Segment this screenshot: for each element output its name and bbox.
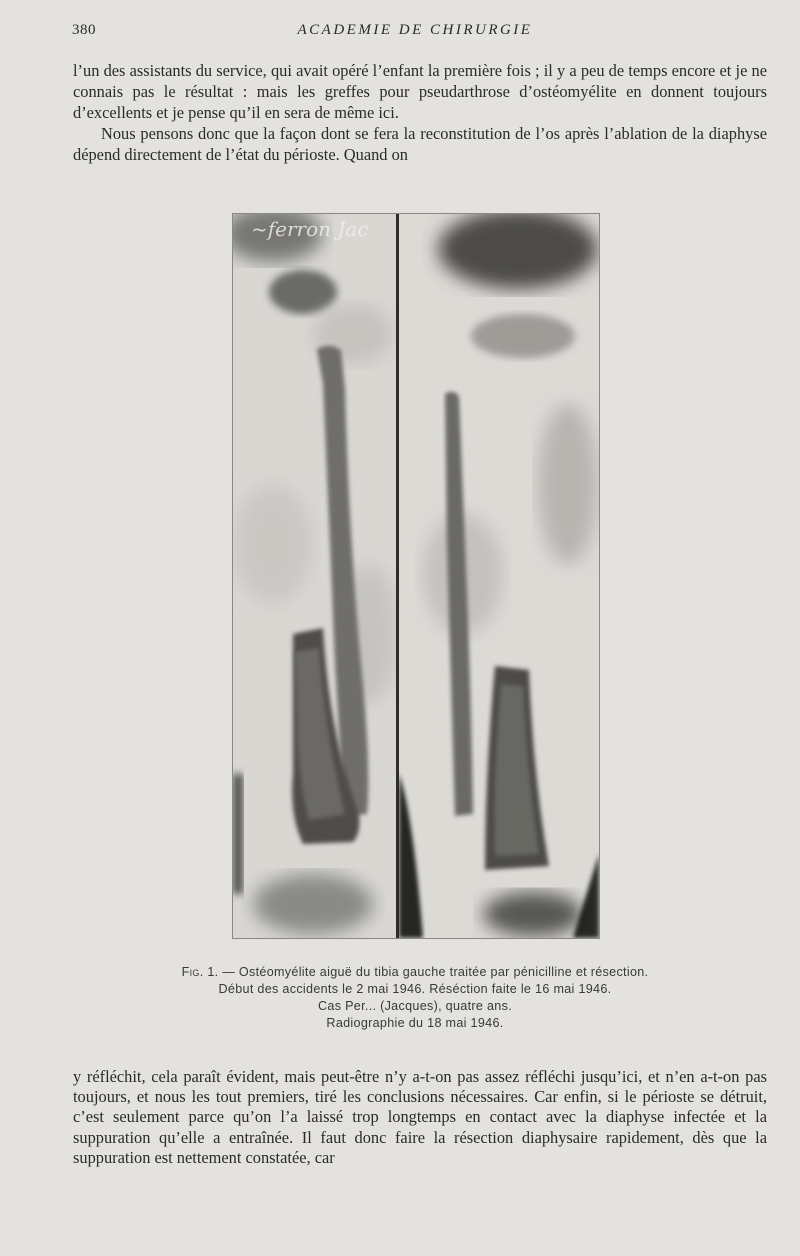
radiograph-figure [232,213,600,939]
running-title: ACADEMIE DE CHIRURGIE [297,22,533,38]
caption-line: Début des accidents le 2 mai 1946. Réséction faite le 16 mai 1946. [218,982,612,996]
caption-text: — Ostéomyélite aiguë du tibia gauche traitée par pénicilline et résection. [218,965,649,979]
top-text-block [73,60,767,165]
caption-line: Radiographie du 18 mai 1946. [326,1016,504,1030]
figure-caption [100,964,730,1032]
right-radiograph [399,214,599,938]
radiograph-image [233,214,599,938]
caption-line [100,964,730,981]
paragraph: Nous pensons donc que la façon dont se fera la reconstitution de l’os après l’ablation de la diaphyse dépend directement de l’état du périoste. Quand on [73,124,767,164]
paragraph: l’un des assistants du service, qui avait opéré l’enfant la première fois ; il y a peu de temps encore et je ne connais pas le résultat : mais les greffes pour pseudarthrose d’ostéomyélite en donnent toujours d’excellents et je pense qu’il en sera de même ici. [73,61,767,122]
left-radiograph [233,214,398,938]
bottom-text-block [73,1067,767,1168]
svg-text:~ferron Jac: ~ferron Jac [251,217,369,241]
paragraph: y réfléchit, cela paraît évident, mais peut-être n’y a-t-on pas assez réfléchi jusqu’ici, et n’en a-t-on pas toujours, et nous les tout premiers, tiré les conclusions nécessaires. Car enfin, si le périoste se détruit, c’est seulement parce qu’on l’a laissé trop longtemps en contact avec la diaphyse infectée et la suppuration qu’elle a entraînée. Il faut donc faire la résection diaphysaire rapidement, dès que la suppuration est nettement constatée, car [73,1067,767,1167]
caption-line: Cas Per... (Jacques), quatre ans. [318,999,512,1013]
figure-label: Fig. 1. [181,965,219,979]
page-number: 380 [72,22,96,38]
